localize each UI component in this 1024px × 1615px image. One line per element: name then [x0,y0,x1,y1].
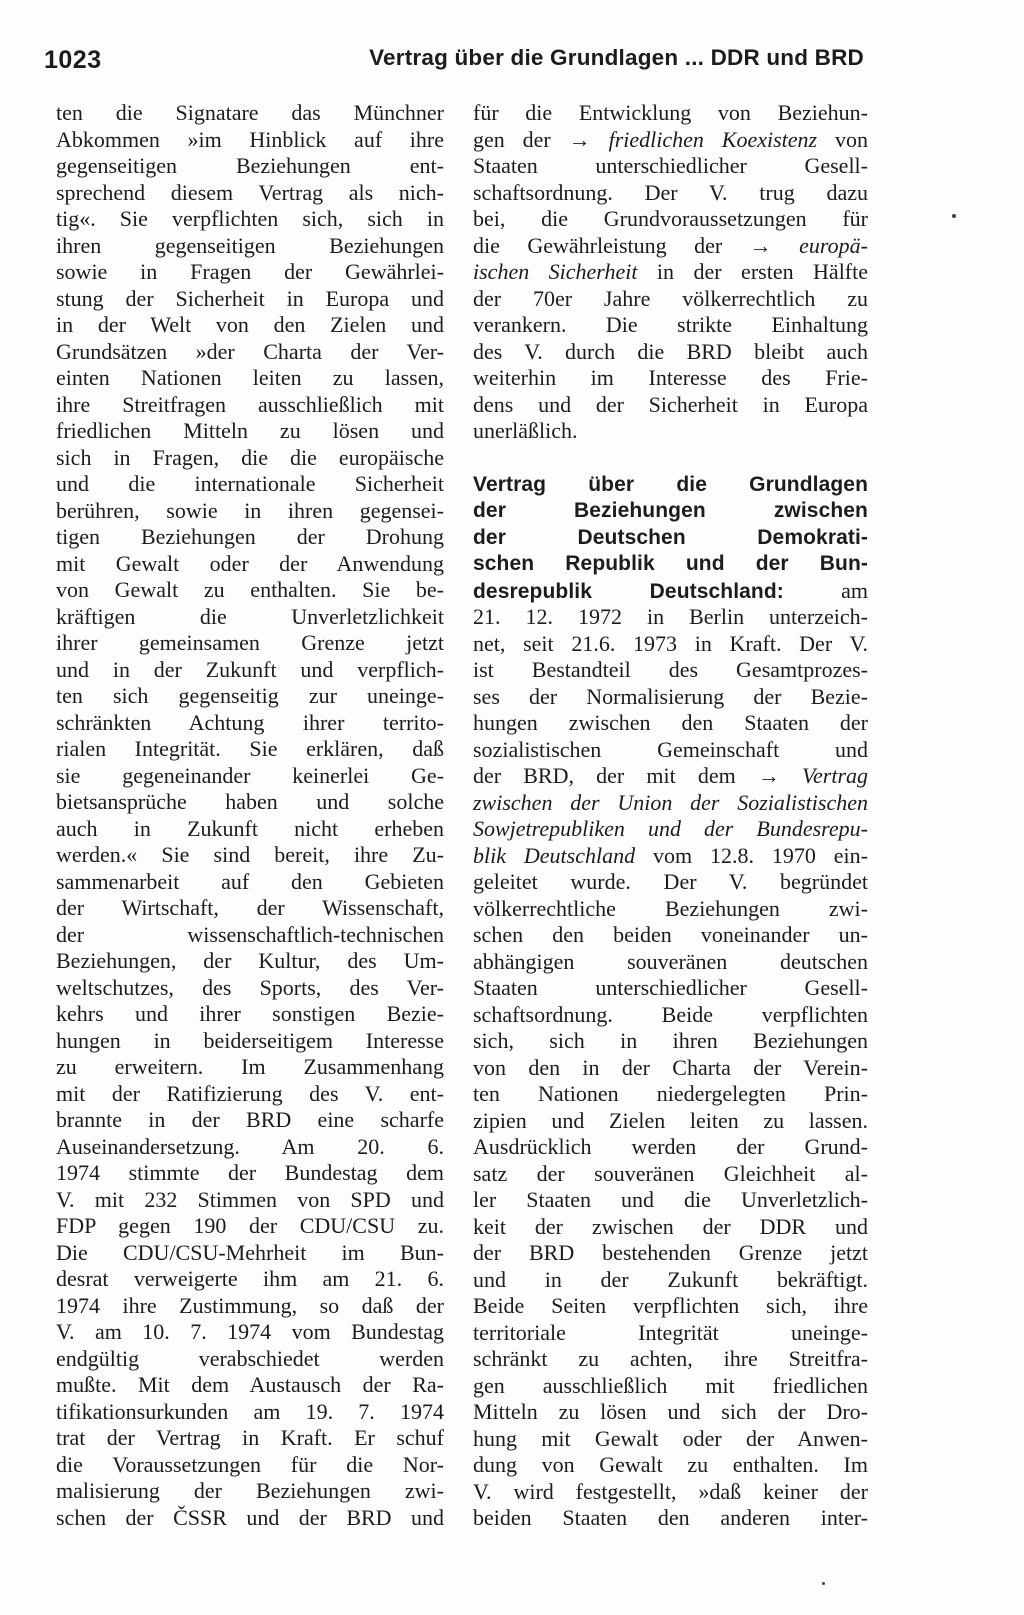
text-line: blik Deutschland vom 12.8. 1970 ein- [473,842,868,868]
text-line: 1974 stimmte der Bundestag dem [56,1160,444,1185]
text-line: gen ausschließlich mit friedlichen [473,1372,868,1398]
text-line: ischen Sicherheit in der ersten Hälfte [473,259,869,284]
text-line [473,790,868,817]
text-line: und in der Zukunft bekräftigt. [473,1266,868,1292]
text-line: für die Entwicklung von Beziehun- [473,100,868,125]
print-speck [952,214,956,218]
text-line: schen der ČSSR und der BRD und [56,1504,444,1530]
text-line: Staaten unterschiedlicher Gesell- [473,153,868,178]
cross-reference[interactable]: Vertrag [802,763,868,788]
running-head: Vertrag über die Grundlagen ... DDR und BRD [369,45,864,70]
text-line: ten sich gegenseitig zur uneinge- [56,683,444,708]
text-line: die Voraussetzungen für die Nor- [56,1451,444,1477]
text-line: sich in Fragen, die die europäische [56,444,444,470]
left-column [56,100,444,1531]
text-line: brannte in der BRD eine scharfe [56,1107,444,1132]
text-line: sozialistischen Gemeinschaft und [473,736,868,762]
text-line: hungen zwischen den Staaten der [473,710,868,735]
text-line: FDP gegen 190 der CDU/CSU zu. [56,1213,444,1238]
text-line: ten die Signatare das Münchner [56,100,444,125]
text-line: keit der zwischen der DDR und [473,1213,868,1239]
text-line: zu erweitern. Im Zusammenhang [56,1054,444,1079]
text-line: ihre Streitfragen ausschließlich mit [56,391,444,417]
entry-headword: der Beziehungen zwischen [473,499,868,522]
text-line: Die CDU/CSU-Mehrheit im Bun- [56,1239,444,1265]
text-line: V. wird festgestellt, »daß keiner der [473,1478,868,1504]
text-line: desrat verweigerte ihm am 21. 6. [56,1266,444,1291]
text-line: desrepublik Deutschland: am [473,577,868,603]
text-line: endgültig verabschiedet werden [56,1345,444,1371]
cross-reference[interactable]: blik Deutschland [473,842,636,868]
text-line: Staaten unterschiedlicher Gesell- [473,975,868,1000]
text-line: tig«. Sie verpflichten sich, sich in [56,206,444,231]
text-line: sprechend diesem Vertrag als nich- [56,179,444,205]
text-line: 1974 ihre Zustimmung, so daß der [56,1292,444,1318]
text-line: stung der Sicherheit in Europa und [56,285,444,311]
text-line: Mitteln zu lösen und sich der Dro- [473,1399,868,1424]
right-column [473,100,868,1532]
text-line: des V. durch die BRD bleibt auch [473,338,868,364]
text-line: tigen Beziehungen der Drohung [56,524,444,549]
text-line: bietsansprüche haben und solche [56,789,444,814]
entry-headword: schen Republik und der Bun- [473,552,868,575]
text-line: die Gewährleistung der → europä- [473,232,868,258]
text-line: trat der Vertrag in Kraft. Er schuf [56,1425,444,1450]
text-line: malisierung der Beziehungen zwi- [56,1478,444,1503]
cross-reference[interactable]: Sowjetrepubliken und der Bundesrepu- [473,816,868,841]
text-line: mit Gewalt oder der Anwendung [56,550,444,576]
text-line: dung von Gewalt zu enthalten. Im [473,1452,868,1477]
text-line: schen den beiden voneinander un- [473,922,868,947]
text-line: territoriale Integrität uneinge- [473,1319,868,1345]
text-line: schaftsordnung. Der V. trug dazu [473,179,868,205]
text-line: Auseinandersetzung. Am 20. 6. [56,1133,444,1159]
text-line: schränkt zu achten, ihre Streitfra- [473,1346,868,1371]
text-line: völkerrechtliche Beziehungen zwi- [473,895,868,921]
text-line: Grundsätzen »der Charta der Ver- [56,338,444,364]
text-line: verankern. Die strikte Einhaltung [473,312,868,337]
text-line: ist Bestandteil des Gesamtprozes- [473,657,868,682]
text-line: mit der Ratifizierung des V. ent- [56,1080,444,1106]
page-header [44,38,864,78]
text-line: schaftsordnung. Beide verpflichten [473,1001,868,1027]
text-line: friedlichen Mitteln zu lösen und [56,418,444,443]
entry-headword: Vertrag über die Grundlagen [473,472,868,496]
text-line: einten Nationen leiten zu lassen, [56,365,444,390]
text-line: unerläßlich. [473,418,578,443]
text-line: der Wirtschaft, der Wissenschaft, [56,895,444,920]
text-line: und die internationale Sicherheit [56,471,444,496]
text-line: von den in der Charta der Verein- [473,1054,868,1080]
text-line: satz der souveränen Gleichheit al- [473,1160,868,1186]
text-line: rialen Integrität. Sie erklären, daß [56,736,444,761]
text-line: der 70er Jahre völkerrechtlich zu [473,285,868,311]
text-line: sie gegeneinander keinerlei Ge- [56,762,444,788]
text-line: beiden Staaten den anderen inter- [473,1505,868,1530]
text-line: hung mit Gewalt oder der Anwen- [473,1425,868,1451]
text-line: werden.« Sie sind bereit, ihre Zu- [56,842,444,867]
text-line: weiterhin im Interesse des Frie- [473,365,868,390]
text-line: kehrs und ihrer sonstigen Bezie- [56,1001,444,1026]
text-line: 21. 12. 1972 in Berlin unterzeich- [473,604,868,629]
text-line: hungen in beiderseitigem Interesse [56,1027,444,1053]
text-line: Beide Seiten verpflichten sich, ihre [473,1293,868,1318]
text-line: zipien und Zielen leiten zu lassen. [473,1107,868,1133]
cross-reference[interactable]: europä- [799,232,868,258]
cross-reference[interactable]: ischen Sicherheit [473,259,638,284]
entry-headword: der Deutschen Demokrati- [473,525,868,549]
text-line: geleitet wurde. Der V. begründet [473,869,868,894]
text-line: der wissenschaftlich-technischen [56,921,444,947]
text-line: ler Staaten und die Unverletzlich- [473,1187,868,1212]
text-line: ihren gegenseitigen Beziehungen [56,232,444,258]
text-line: mußte. Mit dem Austausch der Ra- [56,1372,444,1397]
text-line: ihrer gemeinsamen Grenze jetzt [56,630,444,655]
text-line: berühren, sowie in ihren gegensei- [56,497,444,523]
text-line: bei, die Grundvoraussetzungen für [473,206,868,231]
entry-headword: desrepublik Deutschland: [473,579,784,603]
text-line: sowie in Fragen der Gewährlei- [56,259,444,284]
text-line: der BRD bestehenden Grenze jetzt [473,1240,868,1265]
text-line: kräftigen die Unverletzlichkeit [56,603,444,629]
text-line: dens und der Sicherheit in Europa [473,391,868,417]
cross-reference[interactable]: friedlichen Koexistenz [608,126,818,152]
text-line: von Gewalt zu enthalten. Sie be- [56,577,444,602]
text-line: und in der Zukunft und verpflich- [56,656,444,682]
text-line: auch in Zukunft nicht erheben [56,815,444,841]
text-line: Ausdrücklich werden der Grund- [473,1134,868,1159]
text-line: Abkommen »im Hinblick auf ihre [56,126,444,152]
text-line: V. mit 232 Stimmen von SPD und [56,1186,444,1212]
text-line: sammenarbeit auf den Gebieten [56,868,444,894]
cross-reference[interactable]: zwischen der Union der Sozialistischen [473,789,868,815]
text-line: der BRD, der mit dem → Vertrag [473,763,868,788]
spacer [473,445,868,472]
text-line: gen der → friedlichen Koexistenz von [473,126,869,152]
text-line: ses der Normalisierung der Bezie- [473,683,868,709]
text-line: Beziehungen, der Kultur, des Um- [56,948,444,973]
print-speck [822,1582,825,1585]
text-line: weltschutzes, des Sports, des Ver- [56,974,444,1000]
text-line: schränkten Achtung ihrer territo- [56,709,444,735]
text-line: ten Nationen niedergelegten Prin- [473,1081,868,1106]
text-line: gegenseitigen Beziehungen ent- [56,153,444,178]
text-line: V. am 10. 7. 1974 vom Bundestag [56,1319,444,1344]
text-line: net, seit 21.6. 1973 in Kraft. Der V. [473,630,868,656]
page-number: 1023 [44,46,102,74]
text-line: in der Welt von den Zielen und [56,312,444,337]
text-line: abhängigen souveränen deutschen [473,948,868,974]
text-line: tifikationsurkunden am 19. 7. 1974 [56,1398,444,1424]
text-line [473,816,868,843]
text-line: sich, sich in ihren Beziehungen [473,1028,868,1053]
